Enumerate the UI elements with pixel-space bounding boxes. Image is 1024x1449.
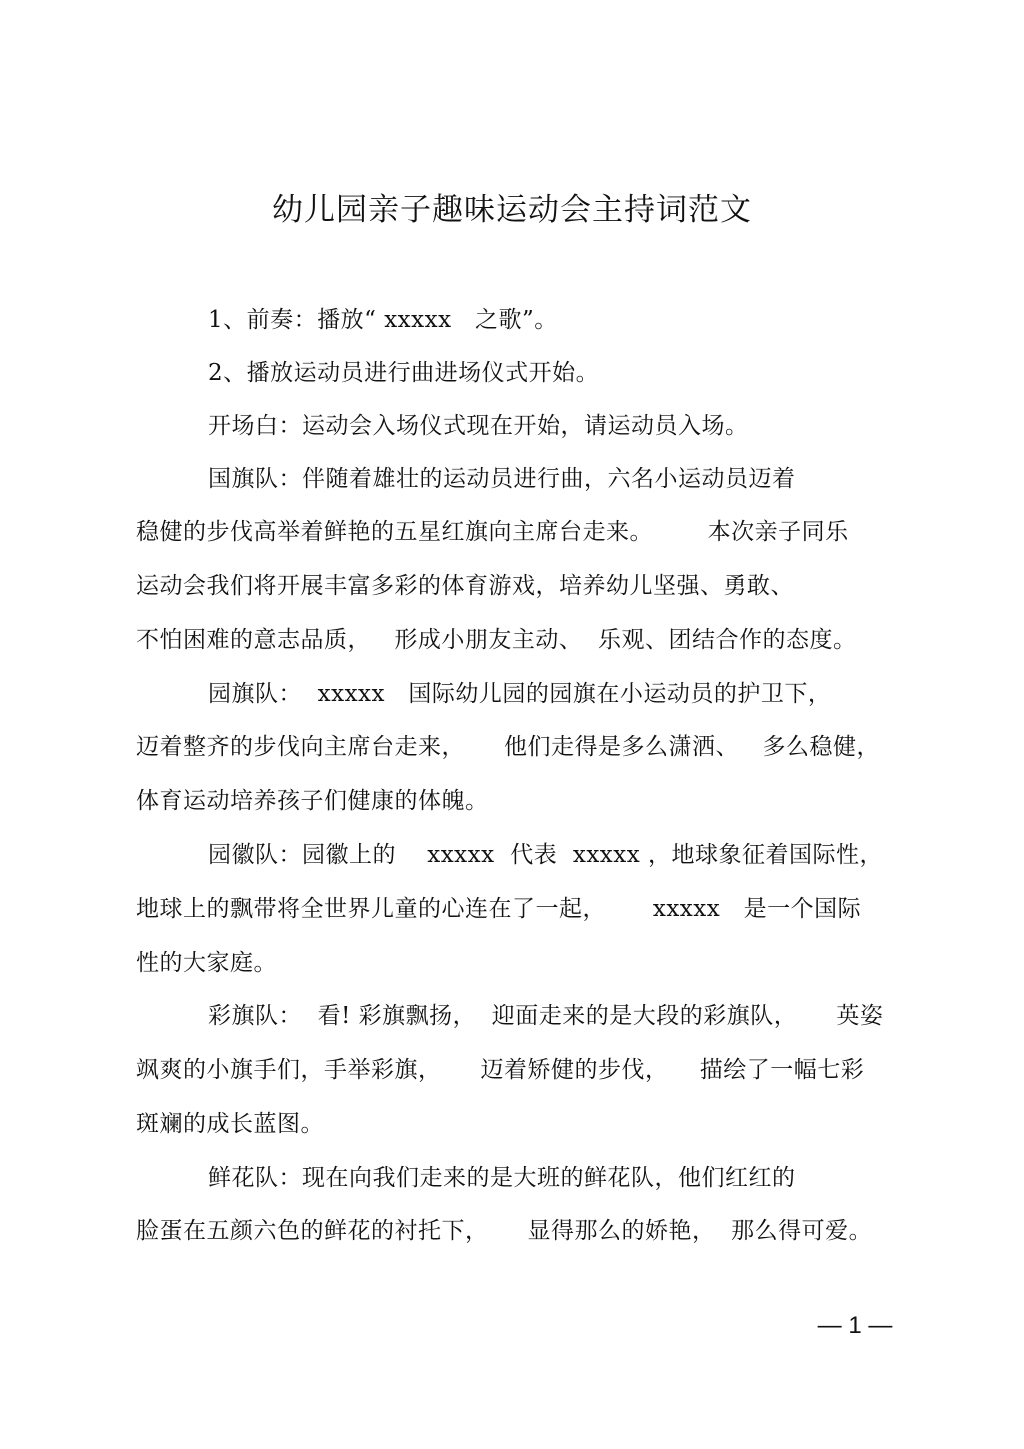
text-line-17: 鲜花队：现在向我们走来的是大班的鲜花队，他们红红的	[208, 1165, 796, 1191]
text-line-2: 2、播放运动员进行曲进场仪式开始。	[208, 360, 600, 386]
text-line-8: 园旗队： xxxxx 国际幼儿园的园旗在小运动员的护卫下，	[208, 681, 832, 707]
text-line-16: 斑斓的成长蓝图。	[136, 1111, 324, 1137]
text-line-5: 稳健的步伐高举着鲜艳的五星红旗向主席台走来。 本次亲子同乐	[136, 519, 849, 545]
text-line-13: 性的大家庭。	[136, 950, 277, 976]
page-number: — 1 —	[817, 1312, 893, 1339]
document-title: 幼儿园亲子趣味运动会主持词范文	[272, 192, 752, 228]
text-line-7: 不怕困难的意志品质， 形成小朋友主动、 乐观、团结合作的态度。	[136, 627, 857, 653]
text-line-14: 彩旗队： 看! 彩旗飘扬， 迎面走来的是大段的彩旗队， 英姿	[208, 1003, 884, 1029]
text-line-18: 脸蛋在五颜六色的鲜花的衬托下， 显得那么的娇艳， 那么得可爱。	[136, 1218, 873, 1244]
text-line-10: 体育运动培养孩子们健康的体魄。	[136, 788, 489, 814]
text-line-6: 运动会我们将开展丰富多彩的体育游戏，培养幼儿坚强、勇敢、	[136, 573, 794, 599]
text-line-3: 开场白：运动会入场仪式现在开始，请运动员入场。	[208, 413, 749, 439]
text-line-4: 国旗队：伴随着雄壮的运动员进行曲，六名小运动员迈着	[208, 466, 796, 492]
text-line-12: 地球上的飘带将全世界儿童的心连在了一起， xxxxx 是一个国际	[136, 896, 862, 922]
text-line-11: 园徽队：园徽上的 xxxxx 代表 xxxxx ，地球象征着国际性，	[208, 842, 884, 868]
text-line-15: 飒爽的小旗手们，手举彩旗， 迈着矫健的步伐， 描绘了一幅七彩	[136, 1057, 865, 1083]
text-line-9: 迈着整齐的步伐向主席台走来， 他们走得是多么潇洒、 多么稳健，	[136, 734, 880, 760]
text-line-1: 1、前奏：播放“ xxxxx 之歌”。	[208, 307, 558, 333]
